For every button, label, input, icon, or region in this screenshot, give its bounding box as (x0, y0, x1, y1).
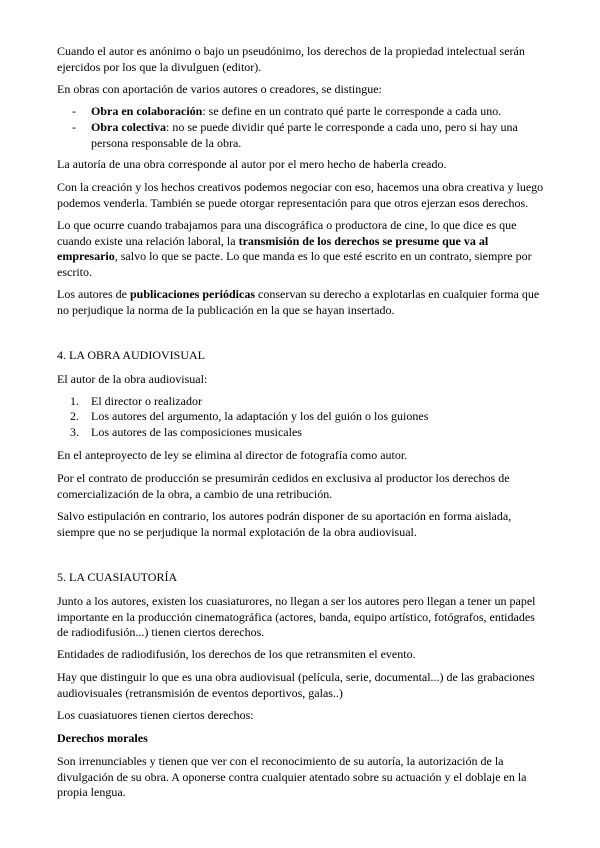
paragraph-anonymous-author: Cuando el autor es anónimo o bajo un pseudónimo, los derechos de la propiedad intelectual serán ejercidos por los que la divulguen (editor). (57, 44, 525, 74)
paragraph-anteproyecto: En el anteproyecto de ley se elimina al director de fotografía como autor. (57, 448, 408, 462)
list-item: El director o realizador (91, 394, 202, 408)
paragraph-radiodifusion: Entidades de radiodifusión, los derechos de los que retransmiten el evento. (57, 647, 416, 661)
bullet-rest: : no se puede dividir qué parte le corresponde a cada uno, pero si hay una persona responsable de la obra. (91, 120, 518, 150)
list-item: Los autores de las composiciones musicales (91, 425, 302, 439)
bullet-item-obra-colaboracion (91, 104, 543, 120)
paragraph-audiovisual-distinction: Hay que distinguir lo que es una obra audiovisual (película, serie, documental...) de las grabaciones audiovisuales (retransmisión de eventos deportivos, galas..) (57, 670, 535, 700)
paragraph-rights-intro: Los cuasiatuores tienen ciertos derechos: (57, 708, 254, 722)
bullet-dash: - (72, 120, 76, 134)
paragraph-production-contract: Por el contrato de producción se presumirán cedidos en exclusiva al productor los derechos de comercialización de la obra, a cambio de una retribución. (57, 471, 510, 501)
paragraph-periodicals: Los autores de publicaciones periódicas conservan su derecho a explotarlas en cualquier forma que no perjudique la norma de la publicación en la que se hayan insertado. (57, 287, 540, 317)
emphasis-periodicals: publicaciones periódicas (129, 287, 255, 301)
paragraph-authorship: La autoría de una obra corresponde al autor por el mero hecho de haberla creado. (57, 157, 447, 171)
list-number: 1. (70, 394, 79, 408)
section-heading-audiovisual: 4. LA OBRA AUDIOVISUAL (57, 348, 206, 362)
paragraph-creative-negotiation: Con la creación y los hechos creativos podemos negociar con eso, hacemos una obra creativa y luego podemos venderla. También se puede otorgar representación para que otros ejerzan esos derechos. (57, 180, 544, 210)
list-item: Los autores del argumento, la adaptación y los del guión o los guiones (91, 409, 429, 423)
bullet-term: Obra colectiva (91, 120, 166, 134)
emphasis-transmission: transmisión de los derechos se presume que va al empresario (57, 233, 489, 263)
list-number: 2. (70, 409, 79, 423)
subheading-moral-rights: Derechos morales (57, 731, 148, 745)
paragraph-labor-relation: Lo que ocurre cuando trabajamos para una discográfica o productora de cine, lo que dice es que cuando existe una relación laboral, la transmisión de los derechos se presume que va al empresario, salvo lo que se pacte. Lo que manda es lo que esté escrito en un contrato, siempre por escrito. (57, 218, 532, 279)
list-number: 3. (70, 425, 79, 439)
bullet-term: Obra en colaboración (91, 104, 203, 118)
paragraph-stipulation: Salvo estipulación en contrario, los autores podrán disponer de su aportación en forma aislada, siempre que no se perjudique la normal explotación de la obra audiovisual. (57, 509, 512, 539)
bullet-dash: - (72, 104, 76, 118)
bullet-item-obra-colectiva (91, 120, 543, 151)
section-heading-cuasiautoria: 5. LA CUASIAUTORÍA (57, 570, 178, 584)
paragraph-multiple-authors: En obras con aportación de varios autores o creadores, se distingue: (57, 82, 382, 96)
paragraph-audiovisual-author: El autor de la obra audiovisual: (57, 372, 208, 386)
paragraph-cuasiautores: Junto a los autores, existen los cuasiaturores, no llegan a ser los autores pero llegan a tener un papel importante en la producción cinematográfica (actores, banda, equipo artístico, fotógrafos, entidades de radiodifusión...) tienen ciertos derechos. (57, 594, 536, 639)
bullet-rest: : se define en un contrato qué parte le corresponde a cada uno. (202, 104, 502, 118)
paragraph-moral-rights: Son irrenunciables y tienen que ver con el reconocimiento de su autoría, la autorización de la divulgación de su obra. A oponerse contra cualquier atentado sobre su actuación y el doblaje en la propia lengua. (57, 754, 527, 799)
